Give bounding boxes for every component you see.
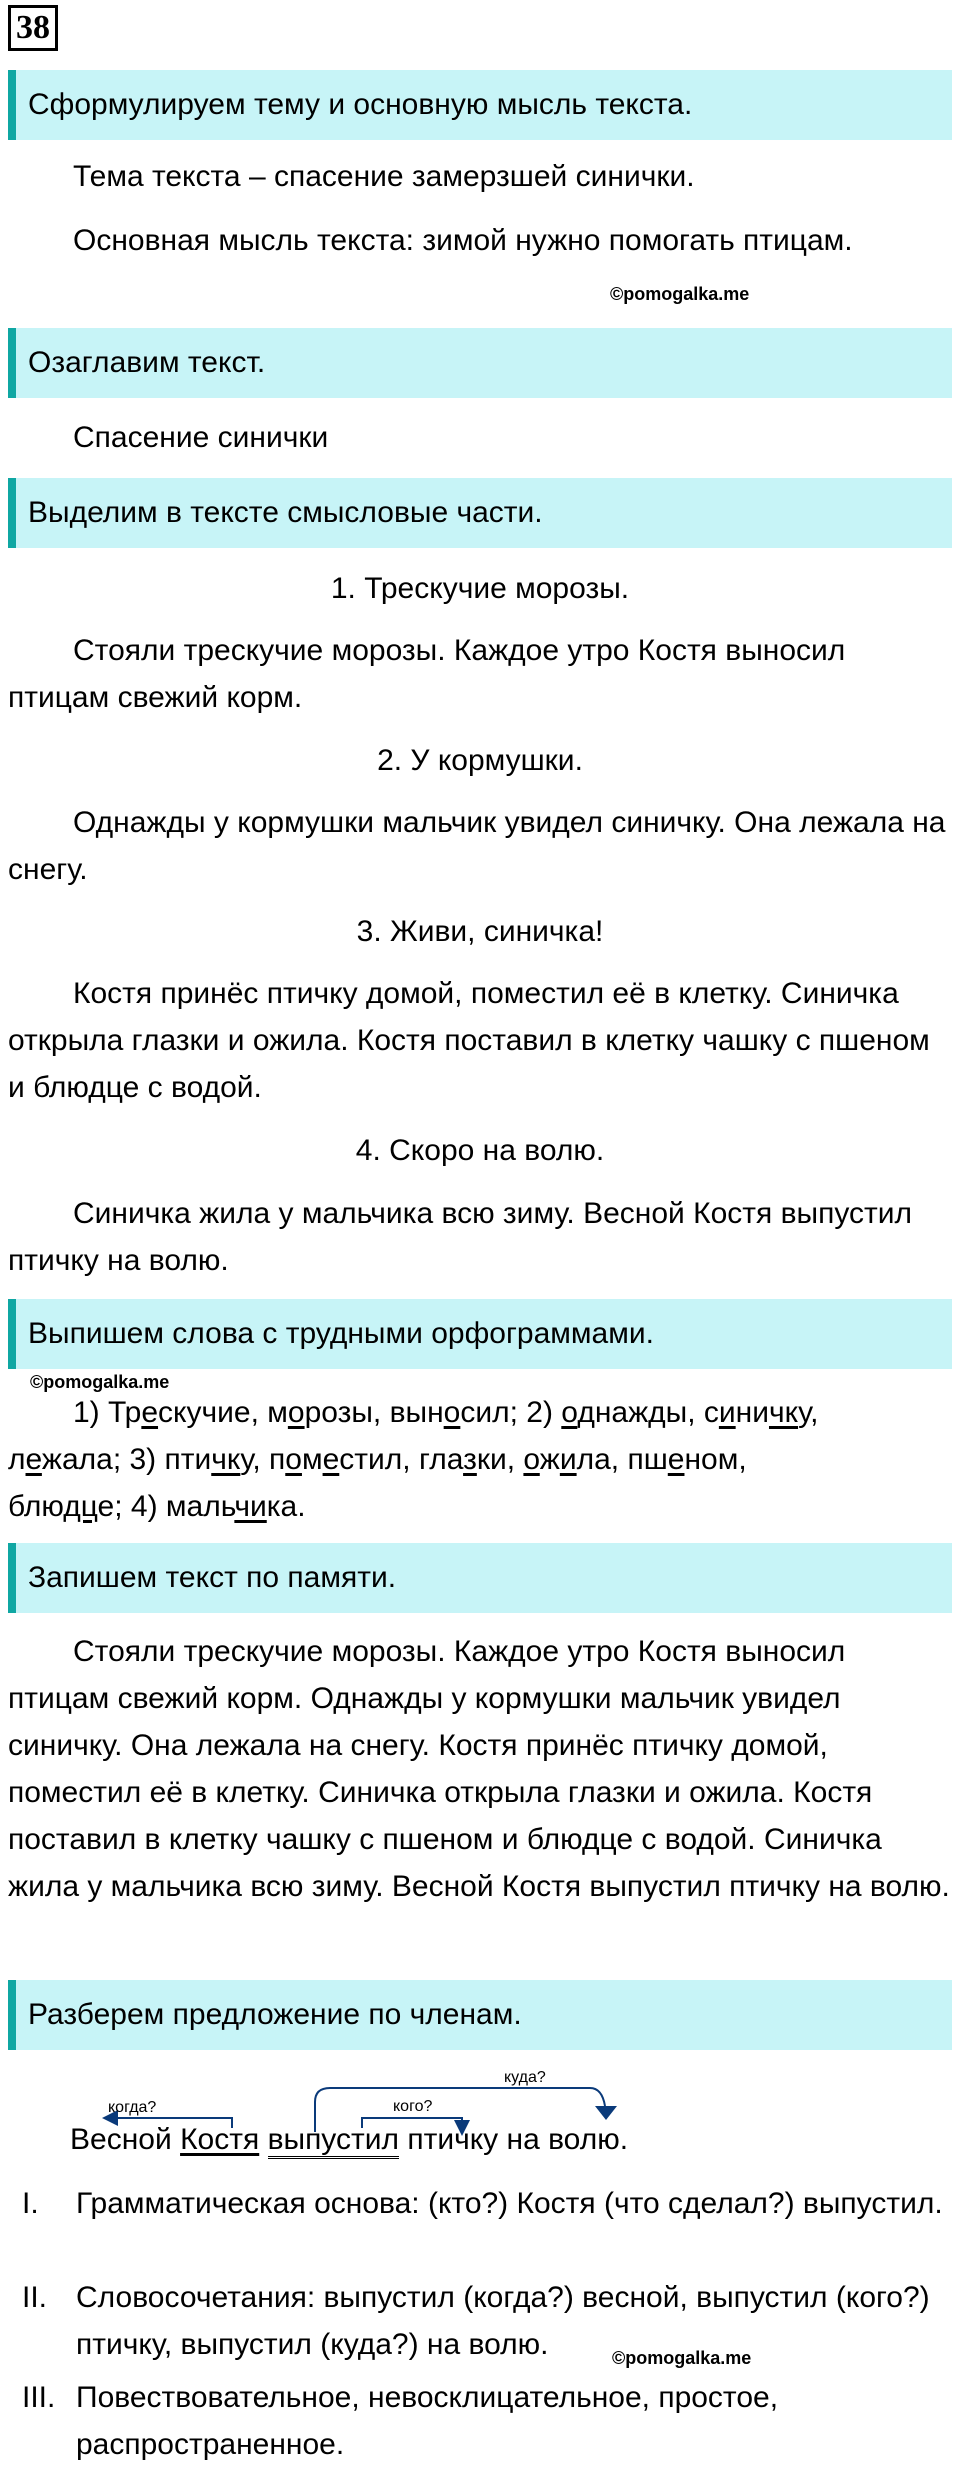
orthogram: о — [285, 1443, 302, 1476]
part-title: 1. Трескучие морозы. — [330, 572, 630, 605]
analysis-item — [8, 2374, 952, 2468]
orthogram: чк — [211, 1443, 241, 1476]
sentence-rest: птичку на волю. — [407, 2123, 629, 2156]
part-text: Однажды у кормушки мальчик увидел синичку. Она лежала на снегу. — [8, 806, 946, 886]
word-part: днажды, с — [577, 1396, 719, 1429]
item-text: Повествовательное, невосклицательное, простое, распространенное. — [76, 2381, 779, 2461]
parsed-sentence — [70, 2116, 950, 2163]
part-text: Синичка жила у мальчика всю зиму. Весной Костя выпустил птичку на волю. — [8, 1197, 913, 1277]
orthogram: е — [322, 1443, 340, 1476]
spelling-line — [8, 1436, 952, 1483]
section-header-parsing: Разберем предложение по членам. — [8, 1980, 952, 2050]
word-part: ла, пш — [576, 1443, 668, 1476]
section-header-parts: Выделим в тексте смысловые части. — [8, 478, 952, 548]
orthogram: о — [287, 1396, 305, 1429]
item-number: I. — [22, 2187, 39, 2220]
watermark: ©pomogalka.me — [610, 284, 750, 304]
orthogram: и — [559, 1443, 577, 1476]
section-header-spelling: Выпишем слова с трудными орфограммами. — [8, 1299, 952, 1369]
analysis-item — [8, 2274, 952, 2368]
spelling-line — [8, 1483, 952, 1530]
orthogram: дц — [63, 1490, 98, 1523]
orthogram: е — [141, 1396, 159, 1429]
spelling-words — [8, 1389, 952, 1530]
section-header-title: Озаглавим текст. — [8, 328, 952, 398]
question-where: куда? — [504, 2069, 546, 2086]
orthogram: о — [523, 1443, 540, 1476]
analysis-item — [8, 2180, 952, 2274]
section-header-memory: Запишем текст по памяти. — [8, 1543, 952, 1613]
theme-text: Тема текста – спасение замерзшей синички. — [73, 160, 695, 193]
word-part: 1) Тр — [73, 1396, 142, 1429]
word-part: скучие, м — [158, 1396, 288, 1429]
part-title: 2. У кормушки. — [377, 744, 583, 777]
word-part: у, — [798, 1396, 819, 1429]
orthogram: о — [561, 1396, 578, 1429]
item-text: Словосочетания: выпустил (когда?) весной, выпустил (кого?) птичку, выпустил (куда?) на волю. — [76, 2281, 930, 2361]
orthogram: чи — [234, 1490, 267, 1523]
word-part: е; 4) маль — [97, 1490, 235, 1523]
word-part: ки, — [476, 1443, 524, 1476]
orthogram: о — [443, 1396, 461, 1429]
word-part: л — [8, 1443, 26, 1476]
orthogram: е — [25, 1443, 42, 1476]
orthogram: и — [718, 1396, 736, 1429]
memory-text: Стояли трескучие морозы. Каждое утро Костя выносил птицам свежий корм. Однажды у кормушки мальчик увидел синичку. Она лежала на снегу. Костя принёс птичку домой, поместил её в клетку. Синичка открыла глазки и ожила. Костя поставил в клетку чашку с пшеном и блюдце с водой. Синичка жила у мальчика всю зиму. Весной Костя выпустил птичку на волю. — [8, 1635, 950, 1903]
word-part: у, п — [240, 1443, 286, 1476]
spelling-line — [8, 1389, 952, 1436]
word-part: сил; 2) — [460, 1396, 562, 1429]
watermark: ©pomogalka.me — [30, 1372, 170, 1392]
adverbial-word: Весной — [70, 2123, 172, 2156]
item-text: Грамматическая основа: (кто?) Костя (что сделал?) выпустил. — [76, 2187, 943, 2220]
orthogram: з — [463, 1443, 477, 1476]
word-part: ни — [735, 1396, 769, 1429]
word-part: ж — [539, 1443, 560, 1476]
section-header-theme: Сформулируем тему и основную мысль текста. — [8, 70, 952, 140]
task-number-badge: 38 — [8, 5, 58, 51]
part-text: Стояли трескучие морозы. Каждое утро Костя выносил птицам свежий корм. — [8, 634, 846, 714]
question-when: когда? — [108, 2099, 157, 2116]
word-part: жала; 3) пти — [41, 1443, 212, 1476]
predicate-word: выпустил — [268, 2123, 399, 2159]
word-part: розы, вын — [304, 1396, 444, 1429]
part-title: 4. Скоро на волю. — [355, 1134, 605, 1167]
word-part: ка. — [266, 1490, 306, 1523]
word-part: м — [301, 1443, 323, 1476]
word-part: ном, — [684, 1443, 747, 1476]
orthogram: е — [667, 1443, 685, 1476]
question-whom: кого? — [393, 2098, 433, 2115]
subject-word: Костя — [180, 2123, 260, 2156]
word-part: стил, гла — [339, 1443, 464, 1476]
watermark: ©pomogalka.me — [612, 2348, 752, 2368]
part-title: 3. Живи, синичка! — [356, 915, 604, 948]
text-title: Спасение синички — [73, 421, 329, 454]
orthogram: чк — [768, 1396, 799, 1429]
item-number: II. — [22, 2281, 48, 2314]
item-number: III. — [22, 2381, 56, 2414]
main-idea-text: Основная мысль текста: зимой нужно помогать птицам. — [73, 224, 853, 257]
part-text: Костя принёс птичку домой, поместил её в клетку. Синичка открыла глазки и ожила. Костя поставил в клетку чашку с пшеном и блюдце с водой. — [8, 977, 930, 1104]
word-part: блю — [8, 1490, 64, 1523]
